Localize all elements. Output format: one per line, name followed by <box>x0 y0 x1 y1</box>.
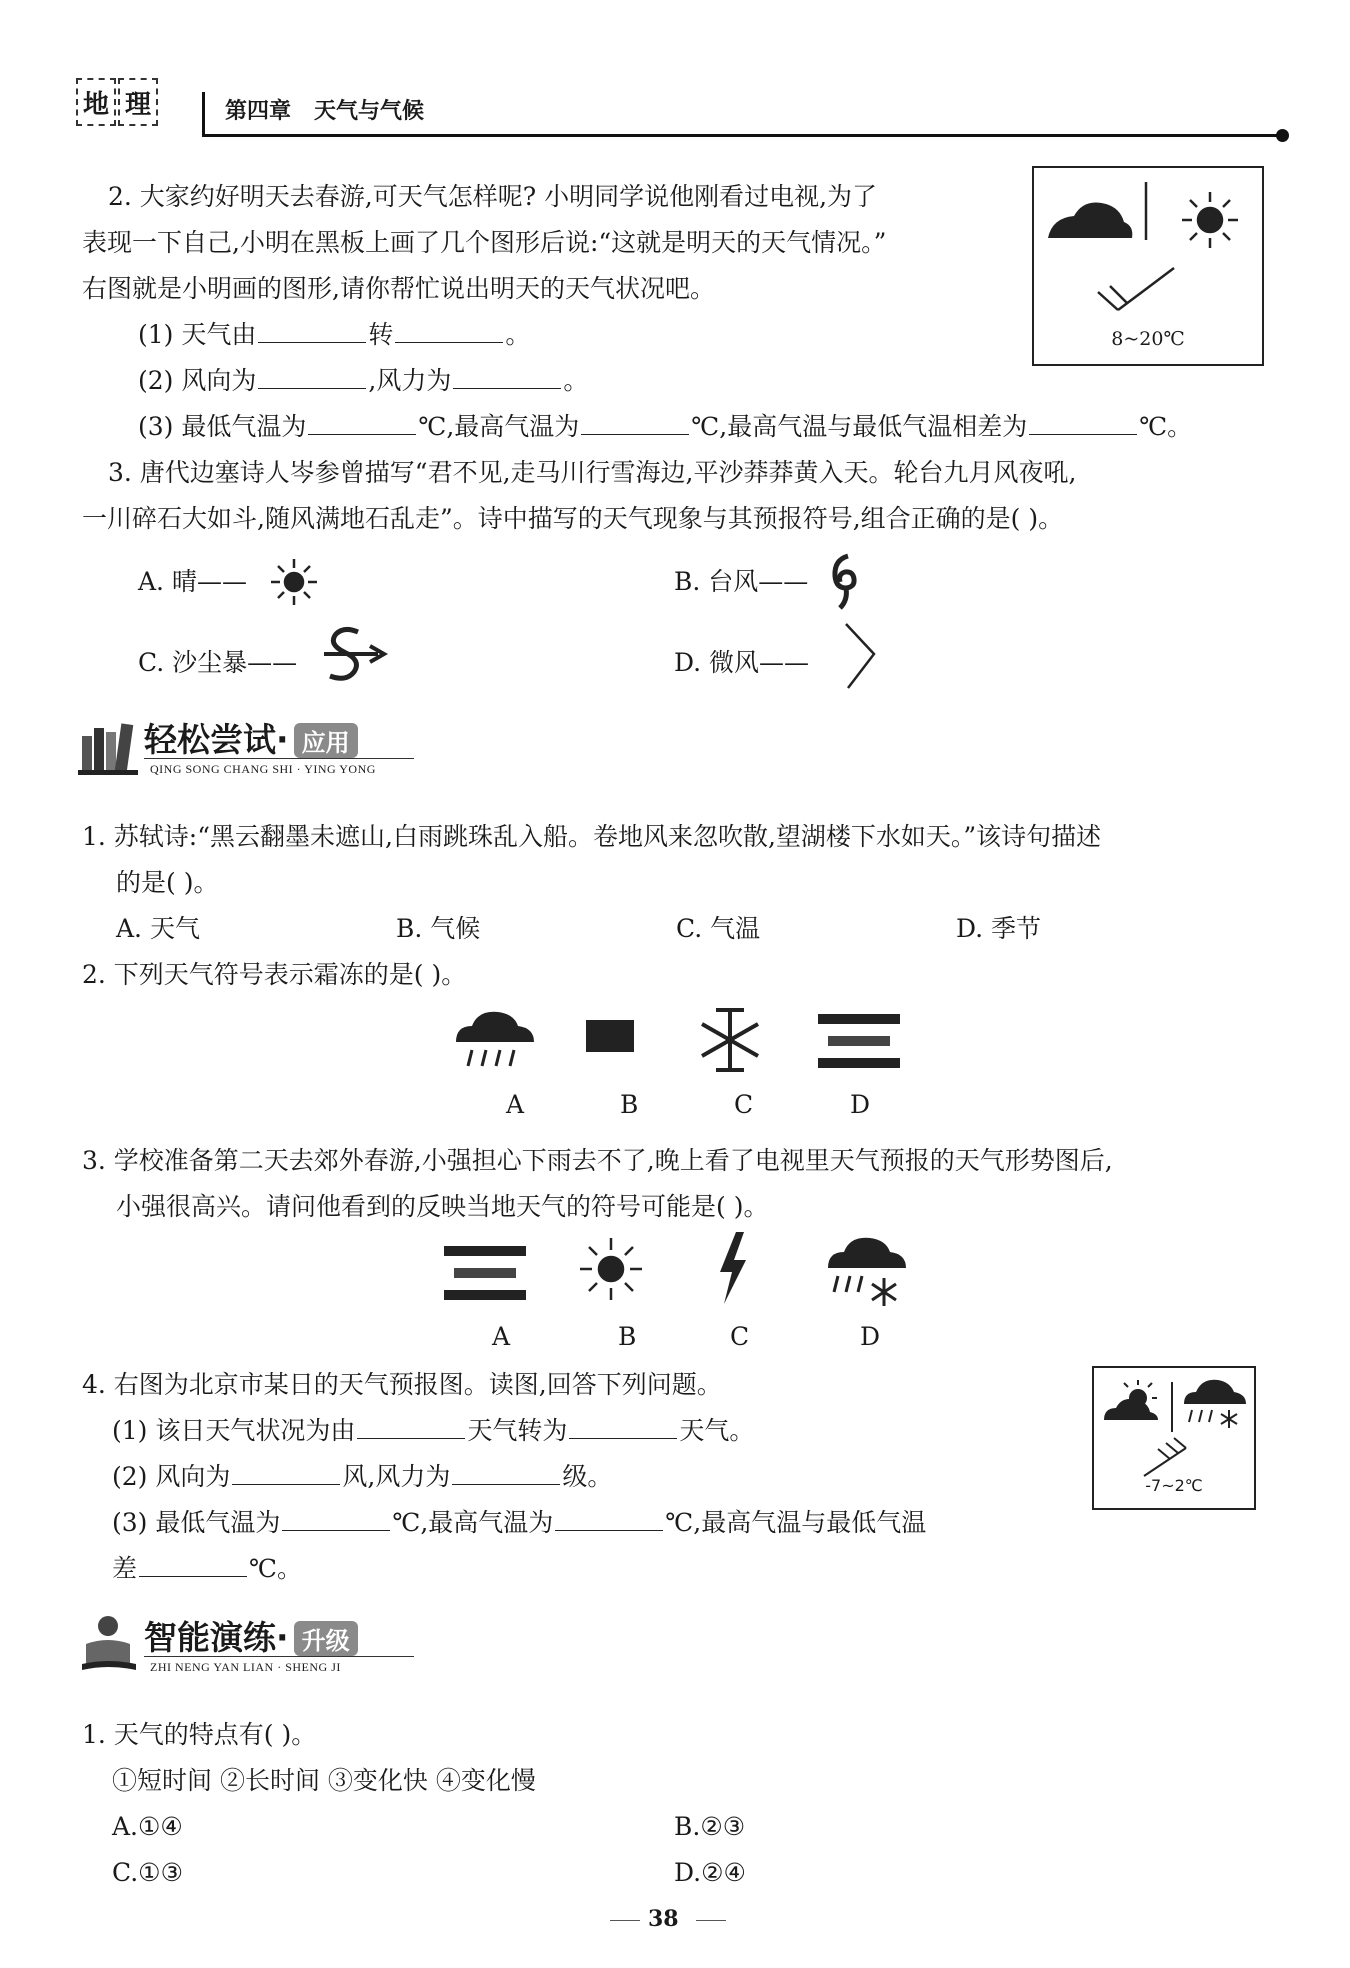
section2-rule <box>144 1656 414 1657</box>
wind-symbol-icon <box>1098 268 1174 310</box>
s2-q1-option-a[interactable]: A.①④ <box>112 1812 183 1841</box>
s2-q1-option-d[interactable]: D.②④ <box>674 1858 746 1887</box>
fog-icon <box>814 1010 904 1072</box>
q2-sub2 <box>138 358 588 404</box>
header-divider <box>202 92 205 136</box>
s1-q4-sub1-text: (1) 该日天气状况为由 <box>112 1416 356 1445</box>
section1-pinyin: QING SONG CHANG SHI · YING YONG <box>150 762 376 776</box>
workbook-page <box>20 18 1328 1954</box>
s1-q3-label-d[interactable]: D <box>860 1322 881 1351</box>
s2-q1-option-c[interactable]: C.①③ <box>112 1858 184 1887</box>
section2-header <box>144 1612 358 1659</box>
q2-sub3 <box>138 404 1192 450</box>
cloudy-sunny-icon <box>1104 1380 1158 1420</box>
s1-q2-label-a[interactable]: A <box>506 1090 525 1119</box>
s1-q2-line1: 2. 下列天气符号表示霜冻的是( )。 <box>82 960 467 989</box>
s1-q4-sub3-text4: 差 <box>112 1554 138 1583</box>
answer-blank[interactable] <box>308 408 416 435</box>
q2-sub1 <box>138 312 530 358</box>
s1-q2-label-c[interactable]: C <box>734 1090 754 1119</box>
q3-option-d[interactable] <box>674 640 809 686</box>
snow-icon <box>692 1004 768 1076</box>
s1-q4-sub3 <box>112 1500 926 1546</box>
sunny-icon <box>268 556 320 608</box>
s1-q1-option-b[interactable]: B. 气候 <box>396 914 481 943</box>
s1-q4-sub1 <box>112 1408 754 1454</box>
s1-q1-option-a[interactable]: A. 天气 <box>116 914 200 943</box>
s2-q1-line1: 1. 天气的特点有( )。 <box>82 1720 317 1749</box>
section1-rule <box>144 758 414 759</box>
q3-option-b[interactable] <box>674 559 808 605</box>
sleet-icon <box>820 1234 916 1310</box>
answer-blank[interactable] <box>258 316 366 343</box>
cloudy-icon <box>1048 203 1132 239</box>
s1-q4-sub3-text2: ℃,最高气温为 <box>392 1508 554 1537</box>
answer-blank[interactable] <box>282 1504 390 1531</box>
answer-blank[interactable] <box>1029 408 1137 435</box>
chapter-heading <box>225 94 424 125</box>
section1-header <box>144 714 358 761</box>
fig1-temperature: 8~20℃ <box>1111 328 1185 350</box>
s1-q2-label-b[interactable]: B <box>620 1090 639 1119</box>
weather-figure-2 <box>1092 1366 1256 1510</box>
q2-line1: 2. 大家约好明天去春游,可天气怎样呢? 小明同学说他刚看过电视,为了 <box>108 182 878 211</box>
s1-q4-sub3-text5: ℃。 <box>249 1554 302 1583</box>
answer-blank[interactable] <box>452 1458 560 1485</box>
q2-sub3-text2: ℃,最高气温为 <box>418 412 580 441</box>
frost-icon <box>582 1016 638 1060</box>
q2-sub3-text: (3) 最低气温为 <box>138 412 307 441</box>
s1-q3-label-c[interactable]: C <box>730 1322 750 1351</box>
chapter-number: 第四章 <box>225 98 292 124</box>
q3-option-b-label: B. 台风—— <box>674 567 809 596</box>
answer-blank[interactable] <box>258 362 366 389</box>
answer-blank[interactable] <box>453 362 561 389</box>
header-rule-dot <box>1276 129 1289 142</box>
s2-q1-items: ①短时间 ②长时间 ③变化快 ④变化慢 <box>112 1766 536 1795</box>
footer-rule-left <box>610 1920 640 1921</box>
q3-option-a-label: A. 晴—— <box>138 567 247 596</box>
q2-sub2-text2: ,风力为 <box>368 366 452 395</box>
chapter-title: 天气与气候 <box>314 98 425 124</box>
q3-option-d-label: D. 微风—— <box>674 648 810 677</box>
q2-sub2-text: (2) 风向为 <box>138 366 257 395</box>
q3-line2: 一川碎石大如斗,随风满地石乱走”。诗中描写的天气现象与其预报符号,组合正确的是( )。 <box>82 504 1064 533</box>
s1-q1-line1: 1. 苏轼诗:“黑云翻墨未遮山,白雨跳珠乱入船。卷地风来忽吹散,望湖楼下水如天。”该诗句描述 <box>82 822 1102 851</box>
q3-option-c[interactable] <box>138 640 297 686</box>
s1-q4-sub3-text3: ℃,最高气温与最低气温 <box>665 1508 927 1537</box>
section1-title: 轻松尝试· <box>144 720 289 759</box>
q2-line2: 表现一下自己,小明在黑板上画了几个图形后说:“这就是明天的天气情况。” <box>82 228 887 257</box>
rain-icon <box>452 1008 538 1074</box>
section2-pinyin: ZHI NENG YAN LIAN · SHENG JI <box>150 1660 341 1674</box>
s1-q4-sub2-text2: 风,风力为 <box>342 1462 451 1491</box>
typhoon-icon <box>826 552 860 612</box>
books-icon <box>78 718 140 776</box>
q2-sub3-text4: ℃。 <box>1139 412 1193 441</box>
s1-q2-label-d[interactable]: D <box>850 1090 871 1119</box>
s1-q4-sub3-text: (3) 最低气温为 <box>112 1508 281 1537</box>
page-number: 38 <box>648 1906 679 1932</box>
s1-q4-sub2 <box>112 1454 612 1500</box>
s1-q3-line1: 3. 学校准备第二天去郊外春游,小强担心下雨去不了,晚上看了电视里天气预报的天气形势图后, <box>82 1146 1113 1175</box>
q3-option-c-label: C. 沙尘暴—— <box>138 648 298 677</box>
fog-icon <box>440 1242 530 1304</box>
s1-q3-label-b[interactable]: B <box>618 1322 637 1351</box>
s1-q4-sub2-text: (2) 风向为 <box>112 1462 231 1491</box>
answer-blank[interactable] <box>581 408 689 435</box>
lightning-icon <box>710 1228 754 1308</box>
q2-sub1-text2: 转 <box>368 320 394 349</box>
answer-blank[interactable] <box>569 1412 677 1439</box>
s1-q3-label-a[interactable]: A <box>492 1322 511 1351</box>
subject-char-1: 地 <box>76 78 116 126</box>
s1-q1-option-c[interactable]: C. 气温 <box>676 914 761 943</box>
sunny-icon <box>1182 192 1238 248</box>
section1-tag: 应用 <box>294 723 358 758</box>
q2-line3: 右图就是小明画的图形,请你帮忙说出明天的天气状况吧。 <box>82 274 715 303</box>
s1-q4-sub3-cont <box>112 1546 302 1592</box>
s1-q4-sub1-text3: 天气。 <box>679 1416 755 1445</box>
answer-blank[interactable] <box>395 316 503 343</box>
q3-line1: 3. 唐代边塞诗人岑参曾描写“君不见,走马川行雪海边,平沙莽莽黄入天。轮台九月风夜吼, <box>108 458 1077 487</box>
s1-q1-option-d[interactable]: D. 季节 <box>956 914 1042 943</box>
s1-q1-line2: 的是( )。 <box>116 868 219 897</box>
q2-sub2-text3: 。 <box>563 366 589 395</box>
breeze-icon <box>840 620 880 692</box>
sandstorm-icon <box>318 624 390 686</box>
s2-q1-option-b[interactable]: B.②③ <box>674 1812 746 1841</box>
fig2-temperature: -7~2℃ <box>1145 1476 1203 1495</box>
weather-figure-1 <box>1032 166 1264 366</box>
header-rule <box>202 134 1282 137</box>
sunny-icon <box>576 1234 646 1304</box>
sleet-icon <box>1184 1380 1246 1428</box>
answer-blank[interactable] <box>357 1412 465 1439</box>
section2-tag: 升级 <box>294 1621 358 1656</box>
answer-blank[interactable] <box>139 1550 247 1577</box>
s1-q4-line1: 4. 右图为北京市某日的天气预报图。读图,回答下列问题。 <box>82 1370 722 1399</box>
wind-symbol-icon <box>1144 1438 1186 1476</box>
q3-option-a[interactable] <box>138 559 247 605</box>
answer-blank[interactable] <box>555 1504 663 1531</box>
q2-sub1-text3: 。 <box>505 320 531 349</box>
q2-sub3-text3: ℃,最高气温与最低气温相差为 <box>691 412 1028 441</box>
reader-icon <box>78 1614 140 1678</box>
s1-q3-line2: 小强很高兴。请问他看到的反映当地天气的符号可能是( )。 <box>116 1192 769 1221</box>
footer-rule-right <box>696 1920 726 1921</box>
q2-sub1-text: (1) 天气由 <box>138 320 257 349</box>
s1-q4-sub2-text3: 级。 <box>562 1462 613 1491</box>
subject-char-2: 理 <box>118 78 158 126</box>
section2-title: 智能演练· <box>144 1618 289 1657</box>
answer-blank[interactable] <box>232 1458 340 1485</box>
s1-q4-sub1-text2: 天气转为 <box>467 1416 568 1445</box>
